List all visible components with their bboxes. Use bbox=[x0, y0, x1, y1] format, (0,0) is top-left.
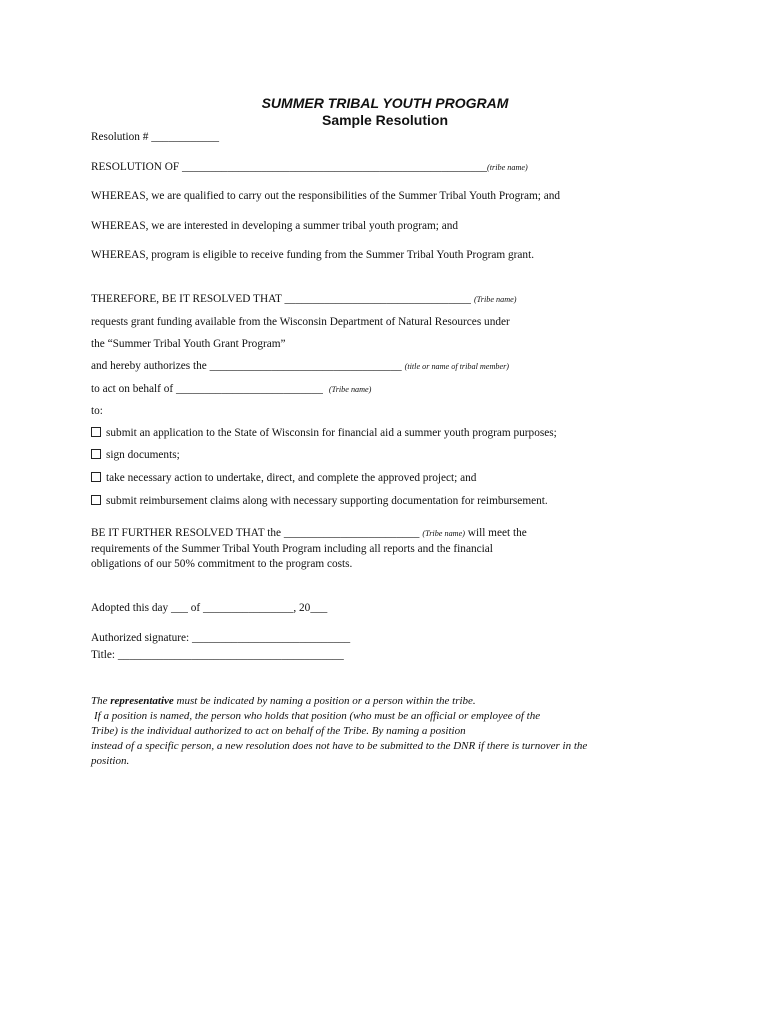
checklist-item bbox=[91, 448, 180, 462]
checkbox-icon[interactable] bbox=[91, 427, 101, 437]
resolution-of-note: (tribe name) bbox=[487, 163, 528, 172]
representative-note bbox=[91, 694, 691, 769]
adopted-line: Adopted this day ___ of ________________, 20___ bbox=[91, 602, 328, 614]
resolution-number: Resolution # ____________ bbox=[91, 131, 220, 143]
document-subtitle: Sample Resolution bbox=[321, 112, 449, 128]
footer-prefix: The bbox=[91, 695, 108, 707]
to-label: to: bbox=[91, 405, 103, 417]
checklist-item-label: take necessary action to undertake, direct, and complete the approved project; and bbox=[106, 472, 477, 484]
checklist-item-label: submit an application to the State of Wisconsin for financial aid a summer youth program purposes; bbox=[106, 427, 557, 439]
therefore-note: (Tribe name) bbox=[473, 295, 517, 304]
whereas-clause-3: WHEREAS, program is eligible to receive funding from the Summer Tribal Youth Program grant. bbox=[91, 249, 535, 261]
therefore-text: THEREFORE, BE IT RESOLVED THAT _________________________________ bbox=[91, 293, 471, 305]
authorizes-text: and hereby authorizes the __________________________________ bbox=[91, 360, 402, 372]
further-resolved-line-2: requirements of the Summer Tribal Youth Program including all reports and the financial bbox=[91, 543, 493, 555]
checklist-item bbox=[91, 426, 557, 440]
authorizes-line bbox=[91, 359, 509, 374]
footer-bold-word: representative bbox=[110, 695, 174, 707]
act-on-behalf-text: to act on behalf of __________________________ bbox=[91, 383, 323, 395]
further-resolved-note: (Tribe name) bbox=[422, 529, 465, 538]
resolution-of-line bbox=[91, 160, 528, 175]
footer-line-3: Tribe) is the individual authorized to act on behalf of the Tribe. By naming a position bbox=[91, 725, 466, 737]
checklist-item-label: sign documents; bbox=[106, 449, 180, 461]
further-resolved-text: BE IT FURTHER RESOLVED THAT the ________________________ bbox=[91, 527, 420, 539]
further-resolved-line-3: obligations of our 50% commitment to the program costs. bbox=[91, 558, 353, 570]
act-on-behalf-line bbox=[91, 382, 371, 397]
checkbox-icon[interactable] bbox=[91, 449, 101, 459]
footer-rest: must be indicated by naming a position or a person within the tribe. bbox=[176, 695, 476, 707]
requests-line: requests grant funding available from the Wisconsin Department of Natural Resources under bbox=[91, 316, 510, 328]
program-line: the “Summer Tribal Youth Grant Program” bbox=[91, 338, 286, 350]
footer-line-2: If a position is named, the person who holds that position (who must be an official or employee of the bbox=[94, 710, 541, 722]
checklist-item-label: submit reimbursement claims along with necessary supporting documentation for reimbursement. bbox=[106, 495, 548, 507]
title-field: Title: ________________________________________ bbox=[91, 649, 344, 661]
further-resolved-after: will meet the bbox=[467, 527, 527, 539]
further-resolved-line bbox=[91, 526, 527, 541]
footer-line-5: position. bbox=[91, 755, 130, 767]
checklist-item bbox=[91, 471, 476, 485]
whereas-clause-2: WHEREAS, we are interested in developing a summer tribal youth program; and bbox=[91, 220, 459, 232]
therefore-line bbox=[91, 292, 516, 307]
document-title: SUMMER TRIBAL YOUTH PROGRAM bbox=[261, 95, 509, 111]
checkbox-icon[interactable] bbox=[91, 472, 101, 482]
checklist-item bbox=[91, 494, 548, 508]
footer-line-4: instead of a specific person, a new resolution does not have to be submitted to the DNR if there is turnover in the bbox=[91, 740, 588, 752]
signature-field: Authorized signature: ____________________________ bbox=[91, 632, 351, 644]
footer-line-1 bbox=[91, 694, 691, 709]
authorizes-note: (title or name of tribal member) bbox=[404, 362, 509, 371]
resolution-of-text: RESOLUTION OF ______________________________________________________ bbox=[91, 161, 488, 173]
whereas-clause-1: WHEREAS, we are qualified to carry out the responsibilities of the Summer Tribal Youth Program; and bbox=[91, 190, 561, 202]
act-on-behalf-note: (Tribe name) bbox=[328, 385, 372, 394]
checkbox-icon[interactable] bbox=[91, 495, 101, 505]
